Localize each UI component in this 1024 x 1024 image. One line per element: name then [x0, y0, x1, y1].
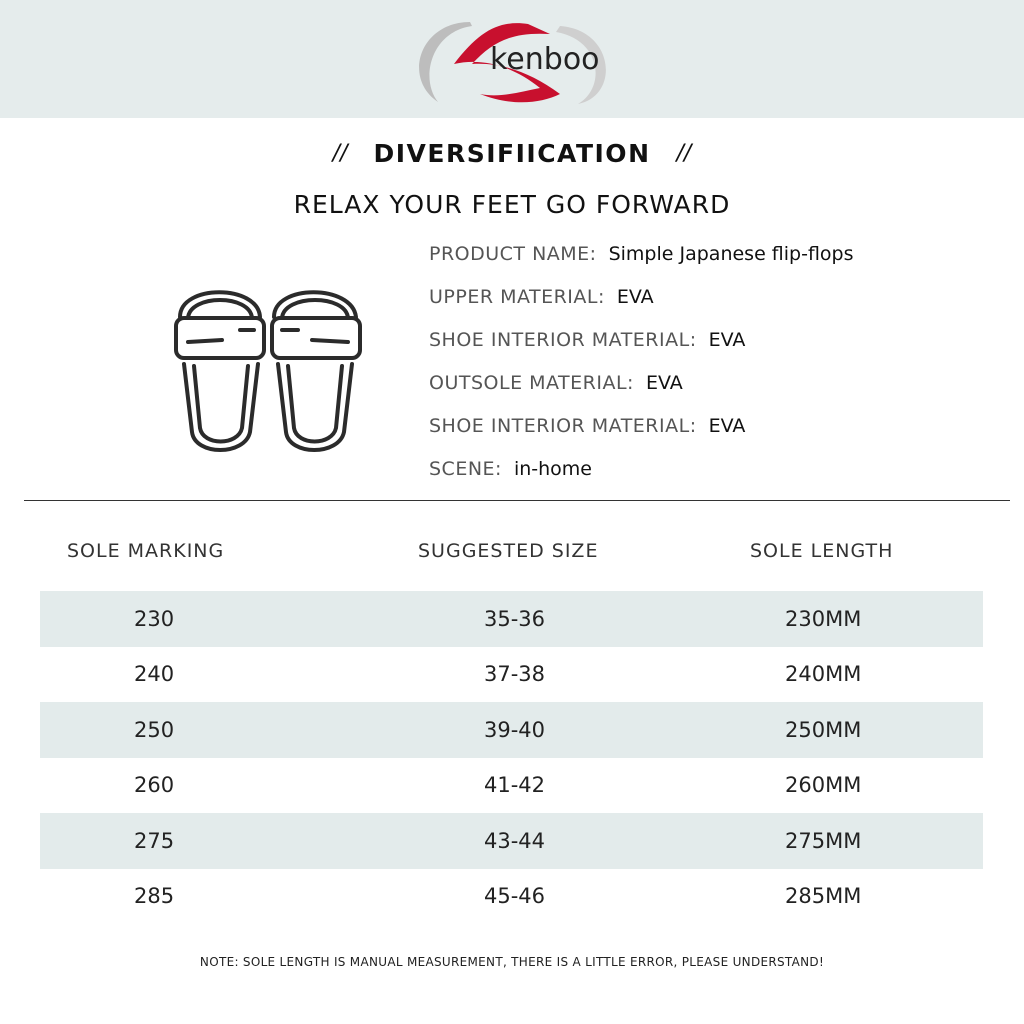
- spec-value: EVA: [645, 371, 683, 394]
- spec-row: [429, 447, 989, 490]
- section-title-row: [0, 136, 1024, 170]
- table-row: [40, 869, 983, 925]
- spec-value: Simple Japanese flip-flops: [608, 242, 854, 265]
- spec-label: OUTSOLE MATERIAL:: [429, 371, 634, 394]
- header-sole-length: SOLE LENGTH: [750, 540, 894, 562]
- cell-suggested-size: 45-46: [484, 884, 546, 909]
- cell-sole-marking: 285: [134, 884, 175, 909]
- section-divider: [24, 500, 1010, 501]
- cell-suggested-size: 43-44: [484, 828, 546, 853]
- spec-label: SCENE:: [429, 457, 502, 480]
- spec-label: PRODUCT NAME:: [429, 242, 597, 265]
- spec-row: [429, 361, 989, 404]
- table-header: [40, 520, 983, 582]
- cell-sole-length: 285MM: [785, 884, 862, 909]
- spec-value: in-home: [513, 457, 592, 480]
- cell-suggested-size: 37-38: [484, 662, 546, 687]
- right-slashes: //: [676, 140, 692, 166]
- spec-value: EVA: [616, 285, 654, 308]
- cell-suggested-size: 35-36: [484, 606, 546, 631]
- cell-sole-marking: 275: [134, 828, 175, 853]
- table-row: [40, 591, 983, 647]
- left-slashes: //: [332, 140, 348, 166]
- slippers-icon: [170, 272, 366, 462]
- spec-row: [429, 232, 989, 275]
- spec-label: SHOE INTERIOR MATERIAL:: [429, 414, 697, 437]
- cell-sole-marking: 260: [134, 773, 175, 798]
- brand-wordmark: kenboo: [490, 42, 600, 77]
- cell-sole-length: 275MM: [785, 828, 862, 853]
- table-row: [40, 813, 983, 869]
- spec-label: UPPER MATERIAL:: [429, 285, 605, 308]
- cell-sole-marking: 240: [134, 662, 175, 687]
- cell-sole-marking: 230: [134, 606, 175, 631]
- size-table: [40, 520, 983, 924]
- cell-sole-length: 260MM: [785, 773, 862, 798]
- page-title: DIVERSIFIICATION: [373, 138, 651, 168]
- cell-sole-length: 230MM: [785, 606, 862, 631]
- spec-value: EVA: [708, 328, 746, 351]
- cell-sole-length: 250MM: [785, 717, 862, 742]
- page-subtitle: RELAX YOUR FEET GO FORWARD: [293, 190, 731, 219]
- table-body: [40, 591, 983, 924]
- header-sole-marking: SOLE MARKING: [67, 540, 225, 562]
- cell-sole-marking: 250: [134, 717, 175, 742]
- spec-row: [429, 318, 989, 361]
- cell-suggested-size: 41-42: [484, 773, 546, 798]
- cell-sole-length: 240MM: [785, 662, 862, 687]
- spec-row: [429, 404, 989, 447]
- table-row: [40, 758, 983, 814]
- header-suggested-size: SUGGESTED SIZE: [418, 540, 599, 562]
- cell-suggested-size: 39-40: [484, 717, 546, 742]
- spec-row: [429, 275, 989, 318]
- table-row: [40, 702, 983, 758]
- spec-label: SHOE INTERIOR MATERIAL:: [429, 328, 697, 351]
- table-row: [40, 647, 983, 703]
- product-specs: [429, 232, 989, 490]
- spec-value: EVA: [708, 414, 746, 437]
- footnote: NOTE: SOLE LENGTH IS MANUAL MEASUREMENT, THERE IS A LITTLE ERROR, PLEASE UNDERSTAND!: [199, 955, 825, 969]
